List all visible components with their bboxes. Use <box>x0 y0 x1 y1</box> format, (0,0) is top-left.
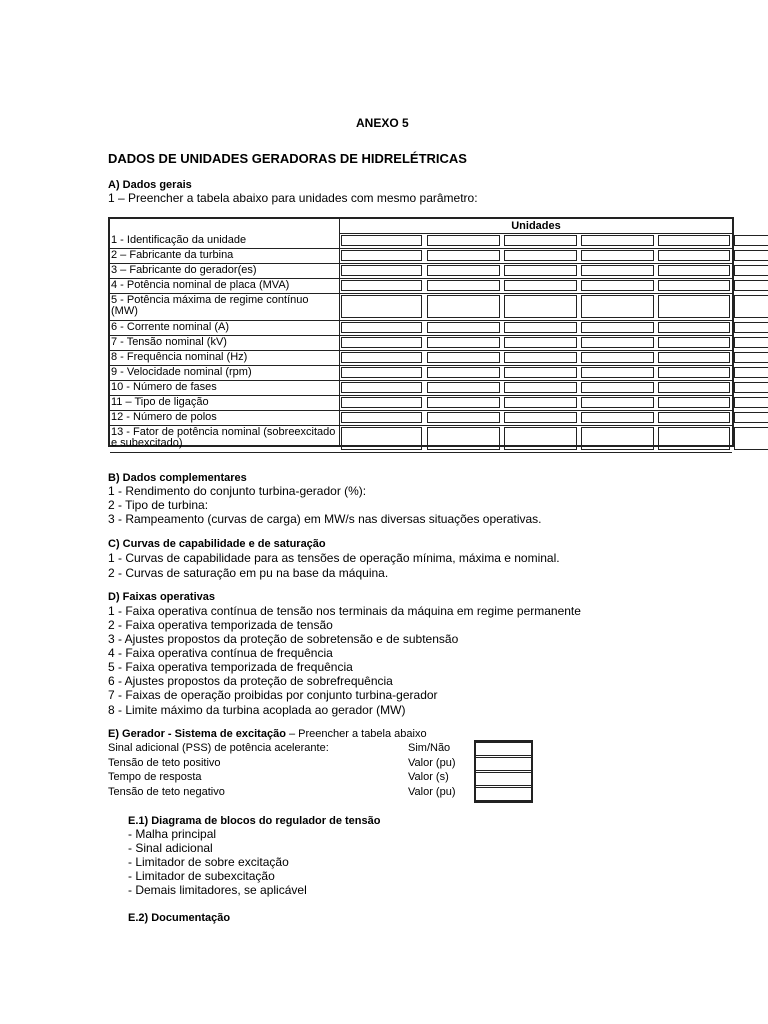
section-e-title-bold: E) Gerador - Sistema de excitação <box>108 728 286 740</box>
units-table-row <box>110 381 732 396</box>
units-table-cell[interactable] <box>504 352 577 363</box>
units-table-cell[interactable] <box>581 397 654 408</box>
units-table-cell[interactable] <box>658 427 730 450</box>
units-table-cell[interactable] <box>341 280 422 291</box>
section-c-item: 2 - Curvas de saturação em pu na base da máquina. <box>108 566 389 580</box>
units-table-cell[interactable] <box>734 382 768 393</box>
units-table-row-label: 10 - Número de fases <box>111 381 217 393</box>
section-d-title: D) Faixas operativas <box>108 591 215 603</box>
units-table-cell[interactable] <box>658 235 730 246</box>
section-e-title-rest: – Preencher a tabela abaixo <box>285 728 427 740</box>
units-table-cell[interactable] <box>658 295 730 318</box>
units-table <box>108 217 734 447</box>
units-table-row-label: 7 - Tensão nominal (kV) <box>111 336 227 348</box>
units-table-cell[interactable] <box>734 250 768 261</box>
units-table-row <box>110 336 732 351</box>
section-d-item: 3 - Ajustes propostos da proteção de sobretensão e de subtensão <box>108 632 459 646</box>
units-table-cell[interactable] <box>341 295 422 318</box>
units-table-cell[interactable] <box>341 427 422 450</box>
units-table-cell[interactable] <box>427 280 500 291</box>
units-table-row-label: 4 - Potência nominal de placa (MVA) <box>111 279 290 291</box>
units-table-row-label: 6 - Corrente nominal (A) <box>111 321 229 333</box>
excitation-row-unit: Valor (s) <box>408 771 449 783</box>
units-table-row <box>110 366 732 381</box>
section-d-item: 5 - Faixa operativa temporizada de frequência <box>108 660 353 674</box>
units-table-cell[interactable] <box>658 250 730 261</box>
units-table-cell[interactable] <box>658 280 730 291</box>
units-table-header: Unidades <box>339 219 732 234</box>
units-table-cell[interactable] <box>504 265 577 276</box>
units-table-cell[interactable] <box>427 397 500 408</box>
section-b-item: 2 - Tipo de turbina: <box>108 498 209 512</box>
section-e2-title: E.2) Documentação <box>128 912 231 924</box>
units-table-row <box>110 321 732 336</box>
section-e1-item: - Limitador de subexcitação <box>128 869 275 883</box>
units-table-cell[interactable] <box>581 427 654 450</box>
section-a-instruction: 1 – Preencher a tabela abaixo para unidades com mesmo parâmetro: <box>108 191 478 205</box>
units-table-cell[interactable] <box>581 295 654 318</box>
units-table-cell[interactable] <box>581 250 654 261</box>
units-table-cell[interactable] <box>504 337 577 348</box>
units-table-divider <box>339 233 340 445</box>
section-d-item: 8 - Limite máximo da turbina acoplada ao gerador (MW) <box>108 703 406 717</box>
units-table-row <box>110 396 732 411</box>
section-b-item: 3 - Rampeamento (curvas de carga) em MW/s nas diversas situações operativas. <box>108 512 542 526</box>
section-e1-title: E.1) Diagrama de blocos do regulador de tensão <box>128 815 381 827</box>
units-table-cell[interactable] <box>504 382 577 393</box>
units-table-cell[interactable] <box>734 265 768 276</box>
excitation-input-positive-ceiling[interactable] <box>475 757 532 771</box>
units-table-row-label: 2 – Fabricante da turbina <box>111 249 234 261</box>
units-table-cell[interactable] <box>504 412 577 423</box>
units-table-cell[interactable] <box>504 280 577 291</box>
excitation-row-label: Tensão de teto positivo <box>108 757 221 769</box>
excitation-input-pss[interactable] <box>475 742 532 756</box>
units-table-cell[interactable] <box>341 337 422 348</box>
units-table-cell[interactable] <box>581 352 654 363</box>
units-table-cell[interactable] <box>658 337 730 348</box>
units-table-row <box>110 234 732 249</box>
units-table-cell[interactable] <box>734 322 768 333</box>
units-table-cell[interactable] <box>427 265 500 276</box>
units-table-cell[interactable] <box>658 397 730 408</box>
units-table-cell[interactable] <box>734 397 768 408</box>
units-table-cell[interactable] <box>734 352 768 363</box>
units-table-row-label: 9 - Velocidade nominal (rpm) <box>111 366 252 378</box>
units-table-row-label: 5 - Potência máxima de regime contínuo (MW) <box>111 294 309 317</box>
section-e1-item: - Malha principal <box>128 827 217 841</box>
excitation-row-label: Tensão de teto negativo <box>108 786 225 798</box>
units-table-cell[interactable] <box>581 265 654 276</box>
units-table-cell[interactable] <box>427 337 500 348</box>
units-table-cell[interactable] <box>734 235 768 246</box>
section-d-item: 2 - Faixa operativa temporizada de tensão <box>108 618 333 632</box>
units-table-cell[interactable] <box>341 412 422 423</box>
units-table-cell[interactable] <box>581 412 654 423</box>
units-table-cell[interactable] <box>658 382 730 393</box>
units-table-cell[interactable] <box>427 322 500 333</box>
excitation-row-label: Tempo de resposta <box>108 771 202 783</box>
excitation-input-response-time[interactable] <box>475 772 532 786</box>
units-table-cell[interactable] <box>504 250 577 261</box>
units-table-cell[interactable] <box>341 397 422 408</box>
units-table-cell[interactable] <box>734 412 768 423</box>
units-table-cell[interactable] <box>734 295 768 318</box>
units-table-cell[interactable] <box>734 337 768 348</box>
section-d-item: 1 - Faixa operativa contínua de tensão nos terminais da máquina em regime permanente <box>108 604 581 618</box>
units-table-cell[interactable] <box>658 367 730 378</box>
units-table-cell[interactable] <box>658 265 730 276</box>
units-table-cell[interactable] <box>341 382 422 393</box>
units-table-cell[interactable] <box>427 412 500 423</box>
units-table-cell[interactable] <box>504 367 577 378</box>
units-table-cell[interactable] <box>581 280 654 291</box>
excitation-row-unit: Valor (pu) <box>408 757 456 769</box>
units-table-cell[interactable] <box>341 352 422 363</box>
excitation-row-label: Sinal adicional (PSS) de potência acelerante: <box>108 742 329 754</box>
units-table-cell[interactable] <box>504 295 577 318</box>
units-table-cell[interactable] <box>427 235 500 246</box>
units-table-row <box>110 249 732 264</box>
units-table-cell[interactable] <box>427 295 500 318</box>
units-table-cell[interactable] <box>658 322 730 333</box>
units-table-cell[interactable] <box>504 235 577 246</box>
units-table-row-label: 11 – Tipo de ligação <box>111 396 209 408</box>
section-b-item: 1 - Rendimento do conjunto turbina-gerador (%): <box>108 484 367 498</box>
units-table-cell[interactable] <box>658 412 730 423</box>
units-table-cell[interactable] <box>504 322 577 333</box>
units-table-cell[interactable] <box>341 235 422 246</box>
units-table-cell[interactable] <box>427 382 500 393</box>
section-b-title: B) Dados complementares <box>108 472 247 484</box>
units-table-cell[interactable] <box>341 322 422 333</box>
section-a-title: A) Dados gerais <box>108 179 192 191</box>
annex-title: ANEXO 5 <box>356 116 409 130</box>
units-table-cell[interactable] <box>427 427 500 450</box>
units-table-cell[interactable] <box>581 322 654 333</box>
units-table-cell[interactable] <box>734 280 768 291</box>
units-table-row <box>110 264 732 279</box>
units-table-cell[interactable] <box>581 367 654 378</box>
excitation-row-unit: Valor (pu) <box>408 786 456 798</box>
units-table-cell[interactable] <box>341 250 422 261</box>
units-table-row <box>110 411 732 426</box>
units-table-row-label: 1 - Identificação da unidade <box>111 234 247 246</box>
units-table-cell[interactable] <box>504 427 577 450</box>
units-table-cell[interactable] <box>734 367 768 378</box>
units-table-cell[interactable] <box>581 382 654 393</box>
document-heading: DADOS DE UNIDADES GERADORAS DE HIDRELÉTRICAS <box>108 151 467 166</box>
units-table-cell[interactable] <box>427 367 500 378</box>
units-table-row <box>110 294 732 321</box>
units-table-cell[interactable] <box>427 250 500 261</box>
units-table-cell[interactable] <box>581 235 654 246</box>
section-d-item: 7 - Faixas de operação proibidas por conjunto turbina-gerador <box>108 688 438 702</box>
section-c-item: 1 - Curvas de capabilidade para as tensões de operação mínima, máxima e nominal. <box>108 551 560 565</box>
section-e1-item: - Sinal adicional <box>128 841 213 855</box>
excitation-row-unit: Sim/Não <box>408 742 451 754</box>
section-e1-item: - Limitador de sobre excitação <box>128 855 289 869</box>
section-e1-item: - Demais limitadores, se aplicável <box>128 883 307 897</box>
units-table-cell[interactable] <box>341 265 422 276</box>
units-table-cell[interactable] <box>658 352 730 363</box>
units-table-cell[interactable] <box>341 367 422 378</box>
units-table-cell[interactable] <box>734 427 768 450</box>
section-d-item: 4 - Faixa operativa contínua de frequência <box>108 646 333 660</box>
units-table-row <box>110 351 732 366</box>
section-d-item: 6 - Ajustes propostos da proteção de sobrefrequência <box>108 674 393 688</box>
section-e-title <box>108 728 427 740</box>
units-table-cell[interactable] <box>504 397 577 408</box>
units-table-row <box>110 279 732 294</box>
units-table-cell[interactable] <box>427 352 500 363</box>
units-table-row-label: 13 - Fator de potência nominal (sobreexcitado e subexcitado) <box>111 426 336 449</box>
units-table-row <box>110 426 732 453</box>
units-table-row-label: 8 - Frequência nominal (Hz) <box>111 351 248 363</box>
units-table-row-label: 12 - Número de polos <box>111 411 217 423</box>
section-c-title: C) Curvas de capabilidade e de saturação <box>108 538 326 550</box>
units-table-cell[interactable] <box>581 337 654 348</box>
units-table-row-label: 3 – Fabricante do gerador(es) <box>111 264 257 276</box>
excitation-input-negative-ceiling[interactable] <box>475 787 532 801</box>
